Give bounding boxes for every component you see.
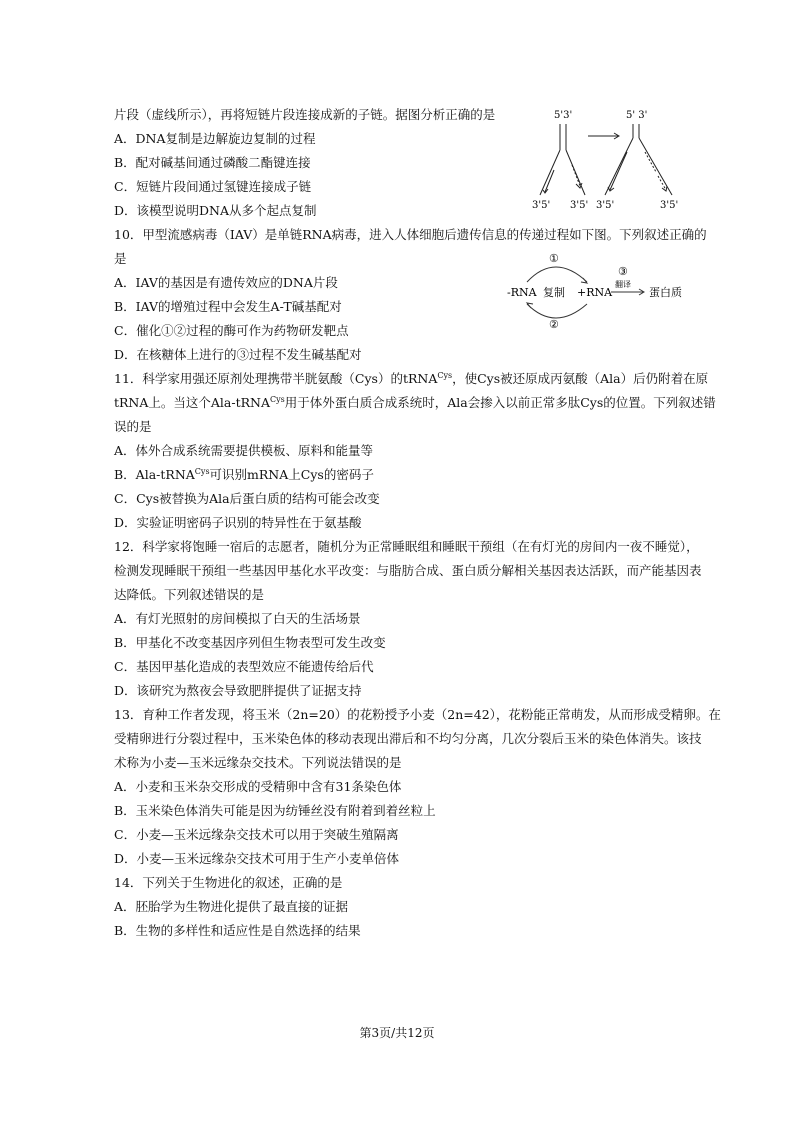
q10-stem-line2: 是 xyxy=(114,251,127,266)
q9-option-c: C．短链片段间通过氢键连接成子链 xyxy=(114,179,312,194)
q11-l1-text-a: 11．科学家用强还原剂处理携带半胱氨酸（Cys）的tRNA xyxy=(114,371,438,386)
iav-flow-figure xyxy=(505,248,695,332)
q13-stem-line2: 受精卵进行分裂过程中，玉米染色体的移动表现出滞后和不均匀分离，几次分裂后玉米的染色体消失。该技 xyxy=(114,731,702,746)
q10-option-b: B．IAV的增殖过程中会发生A-T碱基配对 xyxy=(114,299,342,314)
q13-option-d: D．小麦—玉米远缘杂交技术可用于生产小麦单倍体 xyxy=(114,851,400,866)
fig9-right-branch-1 xyxy=(605,138,633,195)
fig9-left-branch-1 xyxy=(540,150,560,195)
fig10-arc-top xyxy=(527,267,587,282)
q11-stem-line1 xyxy=(114,371,708,387)
q11-l1-sup: Cys xyxy=(437,370,453,380)
fig10-step1: ① xyxy=(549,252,559,265)
fig10-protein: 蛋白质 xyxy=(649,286,682,299)
fig10-minus-rna: -RNA xyxy=(507,286,537,299)
q13-option-a: A．小麦和玉米杂交形成的受精卵中含有31条染色体 xyxy=(114,779,402,794)
q11-optb-sup: Cys xyxy=(194,466,210,476)
q10-option-c: C．催化①②过程的酶可作为药物研发靶点 xyxy=(114,323,349,338)
q12-stem-line2: 检测发现睡眠干预组一些基因甲基化水平改变：与脂肪合成、蛋白质分解相关基因表达活跃，而产能基因表 xyxy=(114,563,702,578)
q10-option-a: A．IAV的基因是有遗传效应的DNA片段 xyxy=(114,275,338,290)
q12-stem-line3: 达降低。下列叙述错误的是 xyxy=(114,587,265,602)
q11-stem-line2 xyxy=(114,395,716,411)
q13-stem-line1: 13．育种工作者发现，将玉米（2n=20）的花粉授予小麦（2n=42），花粉能正常萌发，从而形成受精卵。在 xyxy=(114,707,721,722)
fig9-right-new-strand xyxy=(610,152,627,190)
fig9-left-branch-2 xyxy=(566,150,585,195)
fig10-plus-rna: +RNA xyxy=(577,286,613,299)
fig9-label-bottom-3: 3'5' xyxy=(596,200,615,211)
fig9-label-bottom-4: 3'5' xyxy=(660,200,679,211)
q11-l2-text-a: tRNA上。当这个Ala-tRNA xyxy=(114,395,270,410)
q9-intro: 片段（虚线所示），再将短链片段连接成新的子链。据图分析正确的是 xyxy=(114,107,496,122)
q9-option-a: A．DNA复制是边解旋边复制的过程 xyxy=(114,131,316,146)
fig10-arc-bottom xyxy=(527,304,587,318)
q11-stem-line3: 误的是 xyxy=(114,419,152,434)
fig10-translate: 翻译 xyxy=(615,280,631,289)
q14-option-b: B．生物的多样性和适应性是自然选择的结果 xyxy=(114,923,361,938)
q12-option-b: B．甲基化不改变基因序列但生物表型可发生改变 xyxy=(114,635,386,650)
q11-option-c: C．Cys被替换为Ala后蛋白质的结构可能会改变 xyxy=(114,491,380,506)
fig9-label-bottom-2: 3'5' xyxy=(570,200,589,211)
q11-l2-text-b: 用于体外蛋白质合成系统时，Ala会掺入以前正常多肽Cys的位置。下列叙述错 xyxy=(284,395,716,410)
q9-option-b: B．配对碱基间通过磷酸二酯键连接 xyxy=(114,155,311,170)
q12-option-a: A．有灯光照射的房间模拟了白天的生活场景 xyxy=(114,611,361,626)
dna-replication-figure xyxy=(530,100,700,215)
q13-option-b: B．玉米染色体消失可能是因为纺锤丝没有附着到着丝粒上 xyxy=(114,803,436,818)
q11-l1-text-b: ，使Cys被还原成丙氨酸（Ala）后仍附着在原 xyxy=(452,371,709,386)
q11-optb-text-b: 可识别mRNA上Cys的密码子 xyxy=(209,467,374,482)
q11-l2-sup: Cys xyxy=(270,394,285,404)
page-footer: 第3页/共12页 xyxy=(359,1026,435,1040)
q11-option-a: A．体外合成系统需要提供模板、原料和能量等 xyxy=(114,443,374,458)
fig10-step2: ② xyxy=(549,318,559,331)
q11-option-b xyxy=(114,467,374,483)
q9-option-d: D．该模型说明DNA从多个起点复制 xyxy=(114,203,317,218)
q12-option-d: D．该研究为熬夜会导致肥胖提供了证据支持 xyxy=(114,683,362,698)
q10-option-d: D．在核糖体上进行的③过程不发生碱基配对 xyxy=(114,347,362,362)
q12-option-c: C．基因甲基化造成的表型效应不能遗传给后代 xyxy=(114,659,374,674)
fig9-right-dashed-fragment-1 xyxy=(645,152,656,172)
q11-optb-text-a: B．Ala-tRNA xyxy=(114,467,195,482)
fig10-step3: ③ xyxy=(618,265,628,278)
q11-option-d: D．实验证明密码子识别的特异性在于氨基酸 xyxy=(114,515,362,530)
q12-stem-line1: 12．科学家将饱睡一宿后的志愿者，随机分为正常睡眠组和睡眠干预组（在有灯光的房间内一夜不睡觉）， xyxy=(114,539,699,554)
fig10-replicate: 复制 xyxy=(543,286,565,299)
q14-stem: 14．下列关于生物进化的叙述，正确的是 xyxy=(114,875,343,890)
fig9-label-bottom-1: 3'5' xyxy=(532,200,551,211)
q13-option-c: C．小麦—玉米远缘杂交技术可以用于突破生殖隔离 xyxy=(114,827,399,842)
q10-stem-line1: 10．甲型流感病毒（IAV）是单链RNA病毒，进入人体细胞后遗传信息的传递过程如下图。下列叙述正确的 xyxy=(114,227,707,242)
q14-option-a: A．胚胎学为生物进化提供了最直接的证据 xyxy=(114,899,349,914)
fig9-label-top-right: 5' 3' xyxy=(626,110,648,121)
q13-stem-line3: 术称为小麦—玉米远缘杂交技术。下列说法错误的是 xyxy=(114,755,402,770)
fig9-label-top-left: 5'3' xyxy=(554,110,573,121)
